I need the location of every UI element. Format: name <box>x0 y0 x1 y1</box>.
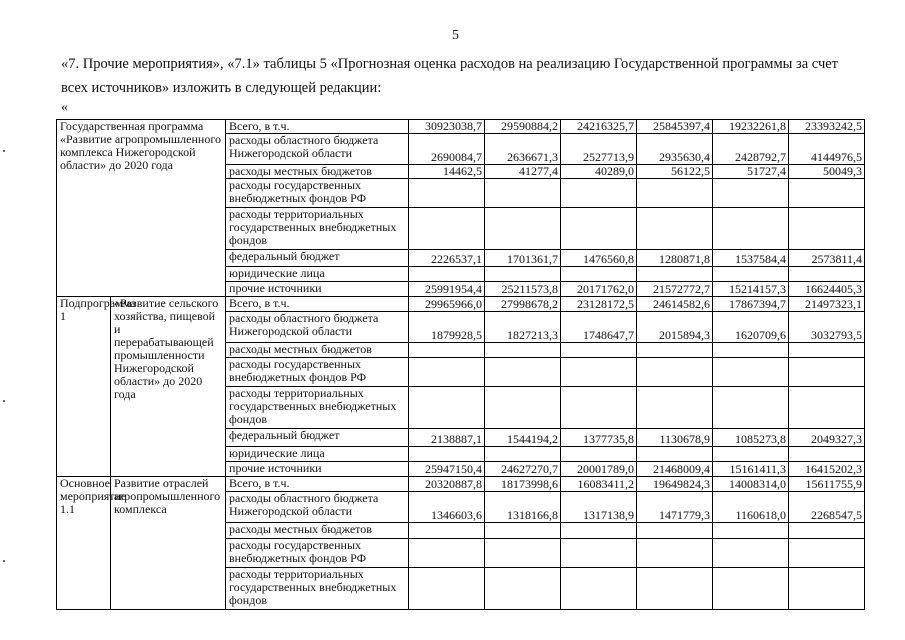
value-cell <box>713 343 789 358</box>
value-cell <box>409 387 485 429</box>
value-cell: 25211573,8 <box>485 282 561 297</box>
funding-source-label: расходы государственных внебюджетных фондов РФ <box>226 539 409 568</box>
funding-source-label: расходы областного бюджета Нижегородской области <box>226 312 409 343</box>
value-cell <box>485 267 561 282</box>
table-row <box>57 477 865 492</box>
value-cell: 40289,0 <box>561 165 637 179</box>
value-cell: 17867394,7 <box>713 297 789 312</box>
value-cell <box>637 358 713 387</box>
value-cell: 15161411,3 <box>713 462 789 477</box>
value-cell: 21468009,4 <box>637 462 713 477</box>
value-cell: 1318166,8 <box>485 492 561 523</box>
value-cell: 1701361,7 <box>485 250 561 267</box>
value-cell <box>789 358 865 387</box>
expense-table <box>56 119 865 610</box>
value-cell <box>409 447 485 462</box>
value-cell: 21497323,1 <box>789 297 865 312</box>
funding-source-label: расходы территориальных государственных внебюджетных фондов <box>226 387 409 429</box>
value-cell <box>789 447 865 462</box>
value-cell <box>561 523 637 539</box>
funding-source-label: расходы государственных внебюджетных фондов РФ <box>226 179 409 208</box>
value-cell: 2573811,4 <box>789 250 865 267</box>
value-cell: 1377735,8 <box>561 429 637 447</box>
value-cell: 24216325,7 <box>561 120 637 134</box>
value-cell <box>637 343 713 358</box>
value-cell: 25845397,4 <box>637 120 713 134</box>
table-body <box>57 120 865 610</box>
value-cell <box>561 208 637 250</box>
funding-source-label: расходы областного бюджета Нижегородской области <box>226 492 409 523</box>
funding-source-label: федеральный бюджет <box>226 250 409 267</box>
funding-source-label: юридические лица <box>226 267 409 282</box>
value-cell: 2268547,5 <box>789 492 865 523</box>
funding-source-label: прочие источники <box>226 282 409 297</box>
value-cell: 1879928,5 <box>409 312 485 343</box>
value-cell: 1085273,8 <box>713 429 789 447</box>
value-cell <box>637 179 713 208</box>
value-cell: 14008314,0 <box>713 477 789 492</box>
value-cell: 15214157,3 <box>713 282 789 297</box>
value-cell <box>561 387 637 429</box>
funding-source-label: расходы территориальных государственных внебюджетных фондов <box>226 568 409 610</box>
page-number: 5 <box>452 28 459 43</box>
value-cell: 1280871,8 <box>637 250 713 267</box>
value-cell: 1476560,8 <box>561 250 637 267</box>
value-cell: 1537584,4 <box>713 250 789 267</box>
value-cell: 2015894,3 <box>637 312 713 343</box>
value-cell: 15611755,9 <box>789 477 865 492</box>
value-cell <box>409 539 485 568</box>
value-cell: 3032793,5 <box>789 312 865 343</box>
value-cell: 2226537,1 <box>409 250 485 267</box>
funding-source-label: расходы территориальных государственных внебюджетных фондов <box>226 208 409 250</box>
value-cell: 2428792,7 <box>713 134 789 165</box>
value-cell <box>713 267 789 282</box>
value-cell <box>637 267 713 282</box>
value-cell <box>409 358 485 387</box>
funding-source-label: расходы местных бюджетов <box>226 343 409 358</box>
value-cell: 27998678,2 <box>485 297 561 312</box>
value-cell: 30923038,7 <box>409 120 485 134</box>
funding-source-label: юридические лица <box>226 447 409 462</box>
value-cell: 1620709,6 <box>713 312 789 343</box>
value-cell: 21572772,7 <box>637 282 713 297</box>
funding-source-label: Всего, в т.ч. <box>226 120 409 134</box>
value-cell: 1160618,0 <box>713 492 789 523</box>
value-cell: 20171762,0 <box>561 282 637 297</box>
value-cell <box>637 523 713 539</box>
value-cell: 19232261,8 <box>713 120 789 134</box>
funding-source-label: расходы областного бюджета Нижегородской области <box>226 134 409 165</box>
value-cell: 4144976,5 <box>789 134 865 165</box>
edge-mark <box>3 560 5 562</box>
value-cell: 1827213,3 <box>485 312 561 343</box>
value-cell <box>637 447 713 462</box>
value-cell: 20001789,0 <box>561 462 637 477</box>
value-cell: 19649824,3 <box>637 477 713 492</box>
funding-source-label: федеральный бюджет <box>226 429 409 447</box>
value-cell <box>409 179 485 208</box>
value-cell: 1471779,3 <box>637 492 713 523</box>
value-cell <box>485 568 561 610</box>
value-cell <box>485 343 561 358</box>
title-cell: Развитие отраслей агропромышленного комплекса <box>111 477 226 610</box>
value-cell: 2690084,7 <box>409 134 485 165</box>
value-cell <box>409 267 485 282</box>
value-cell <box>713 523 789 539</box>
value-cell <box>789 208 865 250</box>
funding-source-label: расходы местных бюджетов <box>226 523 409 539</box>
value-cell <box>713 539 789 568</box>
value-cell <box>789 343 865 358</box>
value-cell <box>561 267 637 282</box>
funding-source-label: расходы государственных внебюджетных фондов РФ <box>226 358 409 387</box>
value-cell: 16415202,3 <box>789 462 865 477</box>
value-cell: 29965966,0 <box>409 297 485 312</box>
value-cell <box>561 568 637 610</box>
funding-source-label: прочие источники <box>226 462 409 477</box>
value-cell: 23128172,5 <box>561 297 637 312</box>
value-cell <box>485 447 561 462</box>
value-cell <box>485 387 561 429</box>
value-cell: 24614582,6 <box>637 297 713 312</box>
funding-source-label: расходы местных бюджетов <box>226 165 409 179</box>
value-cell: 2935630,4 <box>637 134 713 165</box>
value-cell <box>409 343 485 358</box>
value-cell: 1748647,7 <box>561 312 637 343</box>
value-cell: 14462,5 <box>409 165 485 179</box>
title-cell: «Развитие сельского хозяйства, пищевой и перерабатывающей промышленности Нижегородской области» до 2020 года <box>111 297 226 477</box>
value-cell: 1346603,6 <box>409 492 485 523</box>
value-cell <box>789 568 865 610</box>
value-cell: 2527713,9 <box>561 134 637 165</box>
value-cell: 25947150,4 <box>409 462 485 477</box>
value-cell <box>561 179 637 208</box>
value-cell <box>485 179 561 208</box>
value-cell: 2636671,3 <box>485 134 561 165</box>
value-cell <box>637 568 713 610</box>
value-cell: 51727,4 <box>713 165 789 179</box>
value-cell: 18173998,6 <box>485 477 561 492</box>
value-cell <box>713 568 789 610</box>
intro-paragraph: «7. Прочие мероприятия», «7.1» таблицы 5 «Прогнозная оценка расходов на реализацию Государственной программы за счет всех источников» изложить в следующей редакции: <box>61 56 839 96</box>
value-cell <box>561 447 637 462</box>
value-cell: 1130678,9 <box>637 429 713 447</box>
funding-source-label: Всего, в т.ч. <box>226 477 409 492</box>
value-cell <box>789 387 865 429</box>
value-cell: 1544194,2 <box>485 429 561 447</box>
value-cell <box>485 208 561 250</box>
value-cell: 50049,3 <box>789 165 865 179</box>
value-cell <box>637 539 713 568</box>
value-cell <box>789 179 865 208</box>
value-cell <box>637 208 713 250</box>
edge-mark <box>3 400 5 402</box>
level-cell: Подпрограмма 1 <box>57 297 111 477</box>
value-cell <box>485 523 561 539</box>
value-cell <box>409 568 485 610</box>
value-cell: 23393242,5 <box>789 120 865 134</box>
opening-quote: « <box>61 100 68 115</box>
value-cell <box>713 179 789 208</box>
program-name-cell: Государственная программа «Развитие агропромышленного комплекса Нижегородской области» до 2020 года <box>57 120 226 297</box>
value-cell <box>713 208 789 250</box>
value-cell <box>713 358 789 387</box>
value-cell: 16624405,3 <box>789 282 865 297</box>
table-row <box>57 297 865 312</box>
edge-mark <box>3 150 5 152</box>
table-row <box>57 120 865 134</box>
funding-source-label: Всего, в т.ч. <box>226 297 409 312</box>
value-cell <box>789 267 865 282</box>
value-cell: 56122,5 <box>637 165 713 179</box>
value-cell <box>789 539 865 568</box>
value-cell <box>561 539 637 568</box>
value-cell <box>561 358 637 387</box>
value-cell <box>713 447 789 462</box>
value-cell: 16083411,2 <box>561 477 637 492</box>
value-cell: 24627270,7 <box>485 462 561 477</box>
value-cell: 29590884,2 <box>485 120 561 134</box>
value-cell <box>561 343 637 358</box>
value-cell <box>637 387 713 429</box>
value-cell: 2138887,1 <box>409 429 485 447</box>
value-cell <box>485 539 561 568</box>
value-cell <box>789 523 865 539</box>
value-cell <box>713 387 789 429</box>
value-cell <box>485 358 561 387</box>
value-cell: 20320887,8 <box>409 477 485 492</box>
value-cell: 25991954,4 <box>409 282 485 297</box>
value-cell: 1317138,9 <box>561 492 637 523</box>
value-cell <box>409 208 485 250</box>
value-cell: 41277,4 <box>485 165 561 179</box>
level-cell: Основное мероприятие 1.1 <box>57 477 111 610</box>
value-cell: 2049327,3 <box>789 429 865 447</box>
value-cell <box>409 523 485 539</box>
